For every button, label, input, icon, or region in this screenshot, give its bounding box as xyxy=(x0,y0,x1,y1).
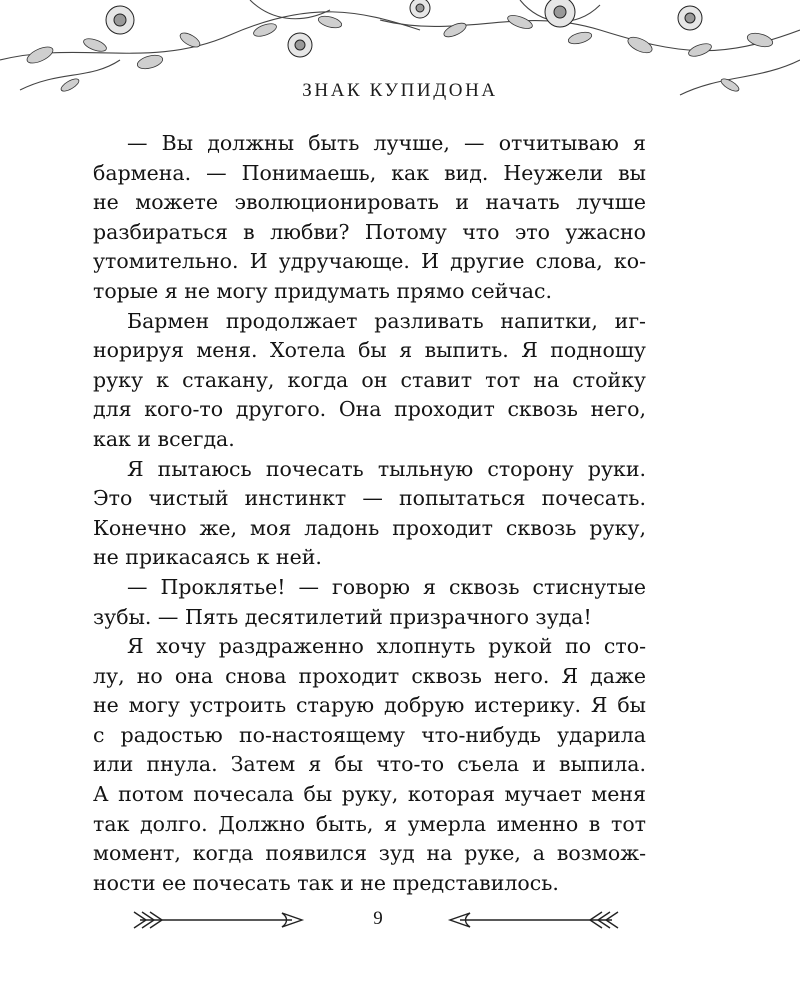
text-line: или пнула. Затем я бы что-то съела и выпила. xyxy=(93,752,646,777)
running-header xyxy=(0,80,800,102)
text-line: А потом почесала бы руку, которая мучает меня xyxy=(93,782,646,807)
text-line: не могу устроить старую добрую истерику. Я бы xyxy=(93,693,646,718)
page-number: 9 xyxy=(373,908,383,929)
text-line: утомительно. И удручающе. И другие слова, ко- xyxy=(93,249,646,274)
text-line: Бармен продолжает разливать напитки, иг- xyxy=(127,308,646,333)
text-line: не можете эволюционировать и начать лучше xyxy=(93,190,646,215)
text-line: лу, но она снова проходит сквозь него. Я даже xyxy=(93,663,646,688)
text-line: — Проклятье! — говорю я сквозь стиснутые xyxy=(127,574,646,599)
text-line: момент, когда появился зуд на руке, а возмож- xyxy=(93,841,646,866)
text-line: Я пытаюсь почесать тыльную сторону руки. xyxy=(127,456,646,481)
text-line: как и всегда. xyxy=(93,426,235,451)
text-line: руку к стакану, когда он ставит тот на стойку xyxy=(93,367,646,392)
text-line: торые я не могу придумать прямо сейчас. xyxy=(93,278,553,303)
text-line: разбираться в любви? Потому что это ужасно xyxy=(93,219,646,244)
text-line: Я хочу раздраженно хлопнуть рукой по сто- xyxy=(127,634,646,659)
text-line: с радостью по-настоящему что-нибудь ударила xyxy=(93,722,646,747)
body-text xyxy=(93,129,646,898)
text-line: не прикасаясь к ней. xyxy=(93,545,322,570)
text-line: — Вы должны быть лучше, — отчитываю я xyxy=(127,131,646,155)
text-line: зубы. — Пять десятилетий призрачного зуда! xyxy=(93,604,592,629)
text-line: Это чистый инстинкт — попытаться почесать. xyxy=(93,486,646,511)
text-line: ности ее почесать так и не представилось. xyxy=(93,870,559,895)
text-line: норируя меня. Хотела бы я выпить. Я подношу xyxy=(93,338,646,363)
text-line: Конечно же, моя ладонь проходит сквозь руку, xyxy=(93,515,646,540)
text-line: для кого-то другого. Она проходит сквозь него, xyxy=(93,397,646,422)
text-line: так долго. Должно быть, я умерла именно в тот xyxy=(93,811,646,836)
text-line: бармена. — Понимаешь, как вид. Неужели вы xyxy=(93,160,646,185)
book-title: ЗНАК КУПИДОНА xyxy=(294,80,506,101)
